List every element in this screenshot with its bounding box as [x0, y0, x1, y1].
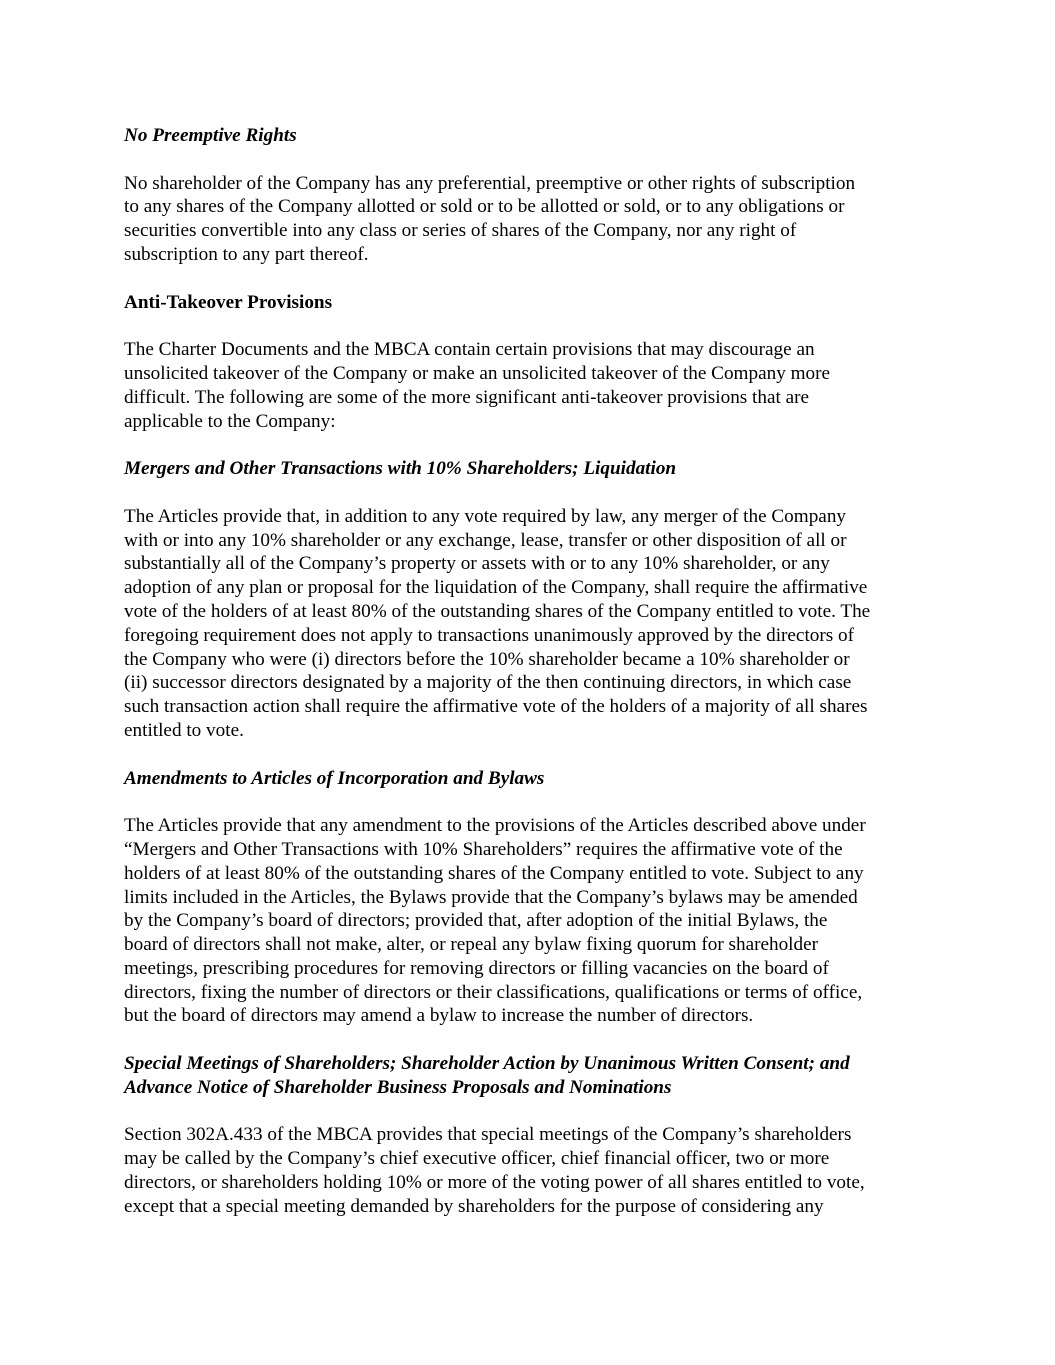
text-line: directors, or shareholders holding 10% or more of the voting power of all shares entitled to vote,: [124, 1172, 865, 1194]
text-line: vote of the holders of at least 80% of the outstanding shares of the Company entitled to vote. The: [124, 600, 871, 622]
text-line: such transaction action shall require the affirmative vote of the holders of a majority of all shares: [124, 696, 868, 718]
text-line: directors, fixing the number of directors or their classifications, qualifications or terms of office,: [124, 981, 863, 1003]
text-line: difficult. The following are some of the more significant anti-takeover provisions that are: [124, 386, 810, 408]
text-line: subscription to any part thereof.: [124, 243, 369, 265]
text-line: “Mergers and Other Transactions with 10% Shareholders” requires the affirmative vote of the: [124, 838, 843, 860]
heading-no-preemptive-rights: No Preemptive Rights: [124, 125, 297, 146]
text-line: limits included in the Articles, the Bylaws provide that the Company’s bylaws may be amended: [124, 886, 858, 908]
text-line: but the board of directors may amend a bylaw to increase the number of directors.: [124, 1005, 754, 1027]
document-page: [124, 124, 936, 1242]
text-line: foregoing requirement does not apply to transactions unanimously approved by the directors of: [124, 624, 855, 646]
heading-anti-takeover: Anti-Takeover Provisions: [124, 291, 333, 313]
text-line: substantially all of the Company’s property or assets with or to any 10% shareholder, or any: [124, 553, 830, 575]
text-line: (ii) successor directors designated by a majority of the then continuing directors, in which case: [124, 672, 852, 694]
text-line: securities convertible into any class or series of shares of the Company, nor any right of: [124, 220, 797, 242]
text-line: may be called by the Company’s chief executive officer, chief financial officer, two or more: [124, 1148, 830, 1170]
text-line: The Articles provide that any amendment to the provisions of the Articles described above under: [124, 815, 866, 837]
paragraph-amendments: [124, 814, 936, 1028]
paragraph-special-meetings: [124, 1123, 936, 1218]
text-line: The Articles provide that, in addition to any vote required by law, any merger of the Company: [124, 505, 847, 527]
text-line: meetings, prescribing procedures for removing directors or filling vacancies on the board of: [124, 957, 829, 979]
text-line: No shareholder of the Company has any preferential, preemptive or other rights of subscription: [124, 172, 856, 194]
text-line: by the Company’s board of directors; provided that, after adoption of the initial Bylaws, the: [124, 910, 828, 932]
text-line: to any shares of the Company allotted or sold or to be allotted or sold, or to any obligations or: [124, 196, 845, 218]
text-line: entitled to vote.: [124, 719, 244, 741]
paragraph-no-preemptive-rights: [124, 172, 936, 267]
text-line: applicable to the Company:: [124, 410, 336, 432]
text-line: The Charter Documents and the MBCA contain certain provisions that may discourage an: [124, 339, 815, 361]
text-line: with or into any 10% shareholder or any exchange, lease, transfer or other disposition of all or: [124, 529, 847, 551]
text-line: except that a special meeting demanded by shareholders for the purpose of considering any: [124, 1195, 824, 1217]
heading-line: Advance Notice of Shareholder Business Proposals and Nominations: [124, 1076, 672, 1098]
heading-amendments: Amendments to Articles of Incorporation and Bylaws: [124, 767, 545, 789]
text-line: Section 302A.433 of the MBCA provides that special meetings of the Company’s shareholders: [124, 1124, 852, 1146]
text-line: holders of at least 80% of the outstanding shares of the Company entitled to vote. Subject to any: [124, 862, 864, 884]
heading-special-meetings: [124, 1052, 936, 1100]
text-line: unsolicited takeover of the Company or make an unsolicited takeover of the Company more: [124, 362, 831, 384]
heading-mergers: Mergers and Other Transactions with 10% Shareholders; Liquidation: [124, 458, 677, 480]
text-line: board of directors shall not make, alter, or repeal any bylaw fixing quorum for shareholder: [124, 934, 819, 956]
heading-line: Special Meetings of Shareholders; Shareholder Action by Unanimous Written Consent; and: [124, 1053, 850, 1075]
text-line: adoption of any plan or proposal for the liquidation of the Company, shall require the affirmative: [124, 577, 868, 599]
text-line: the Company who were (i) directors before the 10% shareholder became a 10% shareholder or: [124, 648, 850, 670]
paragraph-anti-takeover: [124, 338, 936, 433]
paragraph-mergers: [124, 505, 936, 743]
